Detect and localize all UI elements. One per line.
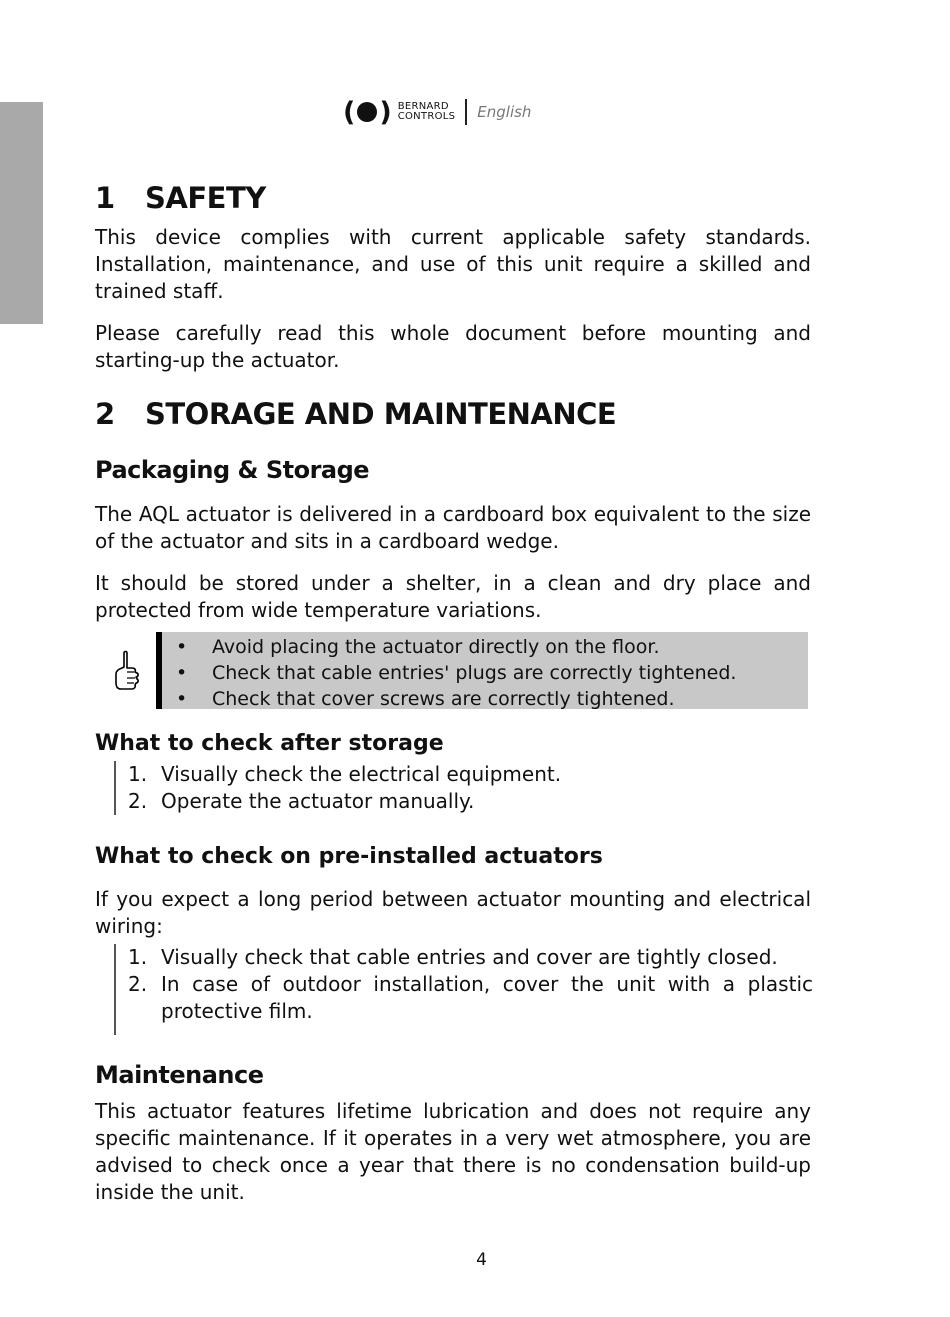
- step-text: Visually check that cable entries and cover are tightly closed.: [161, 945, 778, 969]
- note-item: • Check that cover screws are correctly tightened.: [176, 686, 808, 712]
- logo-line2: CONTROLS: [397, 111, 456, 122]
- logo-wordmark: [398, 102, 456, 122]
- logo-paren-right: ): [379, 96, 392, 128]
- logo-line1: BERNARD: [397, 101, 449, 112]
- note-item: • Check that cable entries' plugs are correctly tightened.: [176, 660, 808, 686]
- step-number: 1.: [128, 762, 148, 786]
- logo-paren-left: (: [343, 96, 356, 128]
- after-storage-heading: What to check after storage: [95, 731, 444, 756]
- list-item: [128, 761, 813, 788]
- page-header: [343, 96, 531, 128]
- packaging-para1: The AQL actuator is delivered in a cardboard box equivalent to the size of the actuator and sits in a cardboard wedge.: [95, 502, 811, 553]
- section2-number: 2: [95, 397, 115, 431]
- side-tab-marker: [0, 102, 43, 324]
- section1-heading: [95, 180, 811, 216]
- step-text: Visually check the electrical equipment.: [161, 762, 562, 786]
- packaging-heading: Packaging & Storage: [95, 456, 370, 484]
- storage-note-list: [162, 632, 808, 712]
- section1-title: SAFETY: [145, 181, 266, 215]
- list-item: [128, 971, 813, 1025]
- pre-installed-heading: What to check on pre-installed actuators: [95, 844, 603, 869]
- step-number: 2.: [128, 972, 148, 996]
- maintenance-para: This actuator features lifetime lubrication and does not require any specific maintenance. If it operates in a very wet atmosphere, you are advised to check once a year that there is no condensation build-up inside the unit.: [95, 1099, 811, 1204]
- pre-installed-steps: [114, 944, 813, 1035]
- logo-dot: [357, 102, 377, 122]
- list-item: [128, 788, 813, 815]
- section1-para1: This device complies with current applicable safety standards. Installation, maintenance, and use of this unit require a skilled and trained staff.: [95, 225, 811, 303]
- storage-note-box: [156, 632, 808, 709]
- after-storage-steps: [114, 761, 813, 815]
- page-number: 4: [476, 1250, 487, 1270]
- language-label: English: [477, 103, 532, 121]
- header-divider: [465, 99, 467, 125]
- section2-heading: [95, 396, 811, 432]
- step-number: 1.: [128, 945, 148, 969]
- maintenance-heading: Maintenance: [95, 1061, 264, 1089]
- step-text: In case of outdoor installation, cover the unit with a plastic protective film.: [161, 972, 813, 1023]
- list-item: [128, 944, 813, 971]
- bernard-controls-logo: [343, 96, 392, 128]
- step-text: Operate the actuator manually.: [161, 789, 475, 813]
- section1-para2: Please carefully read this whole document before mounting and starting-up the actuator.: [95, 321, 811, 372]
- packaging-para2: It should be stored under a shelter, in a clean and dry place and protected from wide temperature variations.: [95, 571, 811, 622]
- section2-title: STORAGE AND MAINTENANCE: [145, 397, 617, 431]
- pre-installed-intro: If you expect a long period between actuator mounting and electrical wiring:: [95, 887, 811, 938]
- pointing-hand-icon: [113, 650, 141, 692]
- section1-number: 1: [95, 181, 115, 215]
- step-number: 2.: [128, 789, 148, 813]
- note-item: • Avoid placing the actuator directly on the floor.: [176, 634, 808, 660]
